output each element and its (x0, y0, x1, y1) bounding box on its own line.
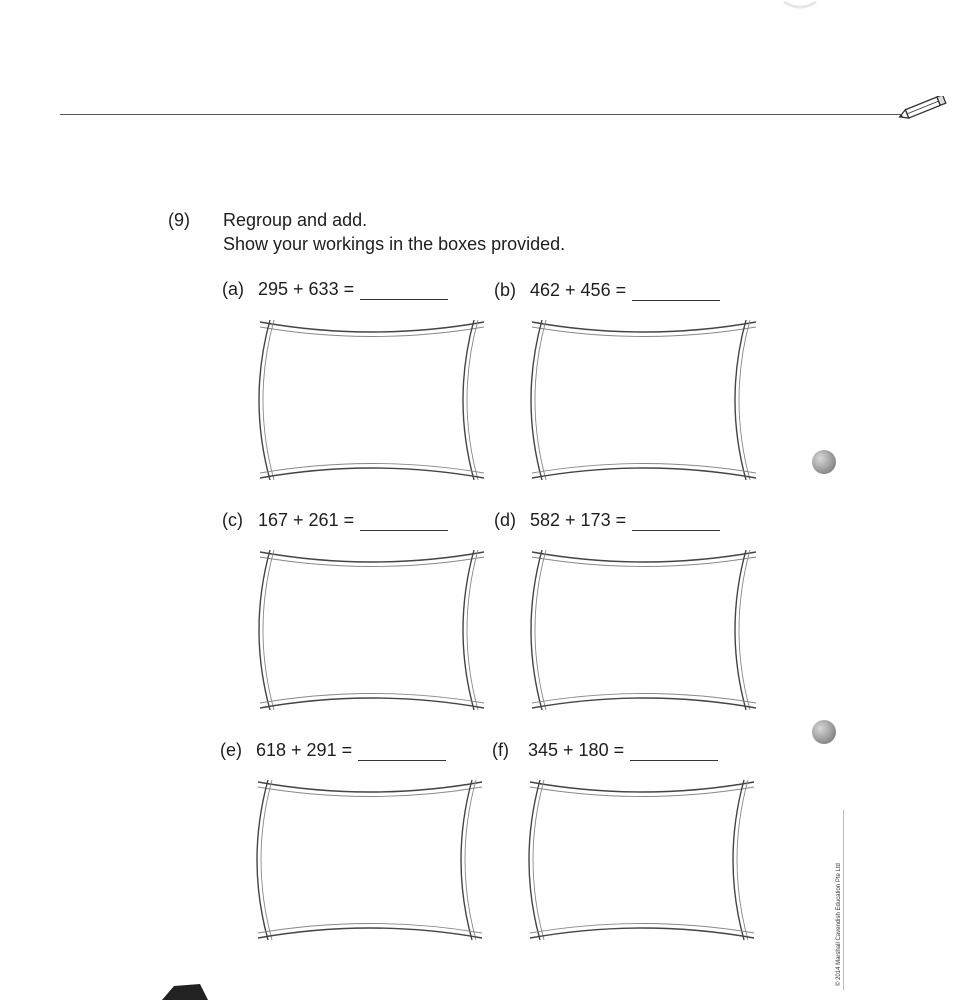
problem-expression: 167 + 261 = (258, 510, 355, 530)
answer-blank[interactable] (360, 512, 448, 531)
header-rule-line (60, 114, 908, 115)
question-number: (9) (168, 210, 190, 230)
problem-a (222, 279, 448, 303)
workings-box[interactable] (256, 546, 488, 714)
workings-box[interactable] (526, 776, 758, 944)
problem-letter: (e) (220, 740, 242, 760)
answer-blank[interactable] (358, 742, 446, 761)
punch-hole (812, 450, 836, 474)
problem-c (222, 510, 448, 534)
problem-letter: (f) (492, 740, 509, 760)
question-instruction-detail: Show your workings in the boxes provided. (223, 234, 566, 254)
problem-expression: 462 + 456 = (530, 280, 627, 300)
problem-f (492, 740, 718, 764)
workings-box[interactable] (254, 776, 486, 944)
margin-rule (843, 810, 844, 990)
workings-box[interactable] (256, 316, 488, 484)
problem-expression: 295 + 633 = (258, 279, 355, 299)
corner-smudge (780, 0, 820, 12)
problem-letter: (c) (222, 510, 243, 530)
problem-b (494, 280, 720, 304)
pencil-icon (896, 96, 950, 120)
problem-letter: (a) (222, 279, 244, 299)
workings-box[interactable] (528, 316, 760, 484)
problem-d (494, 510, 720, 534)
answer-blank[interactable] (632, 282, 720, 301)
problem-expression: 345 + 180 = (528, 740, 625, 760)
problem-e (220, 740, 446, 764)
copyright-notice: © 2014 Marshall Cavendish Education Pte Ltd (836, 863, 842, 986)
question-instruction: Regroup and add. (223, 210, 368, 230)
answer-blank[interactable] (630, 742, 718, 761)
problem-letter: (d) (494, 510, 516, 530)
problem-letter: (b) (494, 280, 516, 300)
answer-blank[interactable] (632, 512, 720, 531)
punch-hole (812, 720, 836, 744)
workings-box[interactable] (528, 546, 760, 714)
problem-expression: 618 + 291 = (256, 740, 353, 760)
answer-blank[interactable] (360, 281, 448, 300)
footer-page-tab (160, 982, 230, 1000)
problem-expression: 582 + 173 = (530, 510, 627, 530)
